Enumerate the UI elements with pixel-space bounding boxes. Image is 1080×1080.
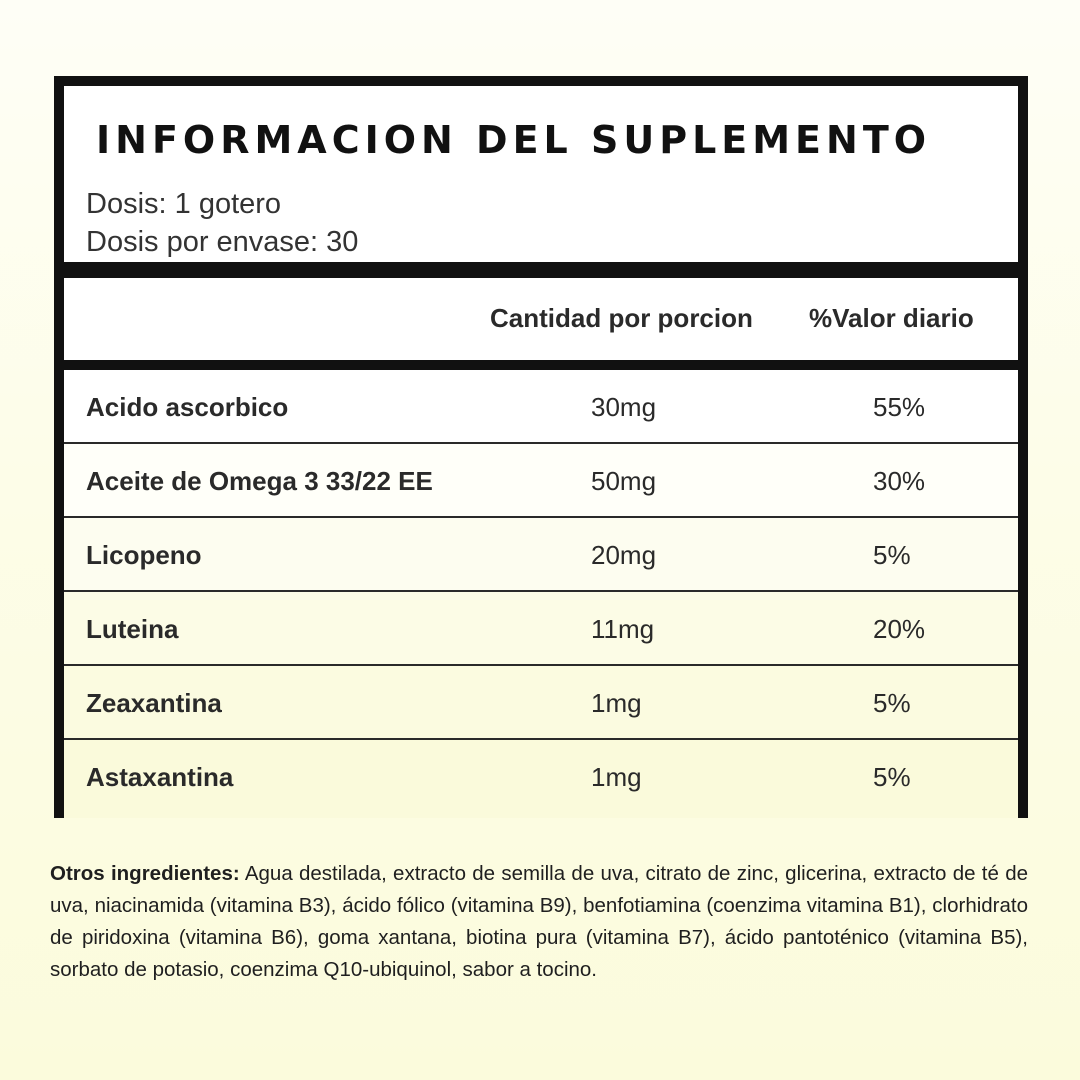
other-ingredients: [50, 858, 1028, 986]
table-column-header: [64, 278, 1018, 360]
medium-divider: [64, 360, 1018, 370]
nutrient-name: Licopeno: [86, 540, 202, 570]
nutrient-name: Acido ascorbico: [86, 392, 289, 422]
nutrient-daily-value: 5%: [873, 540, 911, 570]
supplement-facts-panel: [54, 76, 1028, 818]
nutrient-amount: 1mg: [591, 688, 642, 718]
serving-size: Dosis: 1 gotero: [86, 188, 282, 220]
other-ingredients-label: Otros ingredientes:: [50, 862, 240, 885]
nutrient-amount: 1mg: [591, 762, 642, 792]
table-row: [64, 518, 1018, 592]
nutrient-name: Luteina: [86, 614, 179, 644]
nutrient-daily-value: 55%: [873, 392, 926, 422]
servings-per-container: Dosis por envase: 30: [86, 226, 359, 258]
table-row: [64, 370, 1018, 444]
nutrient-amount: 50mg: [591, 466, 657, 496]
nutrient-daily-value: 30%: [873, 466, 926, 496]
nutrient-amount: 11mg: [591, 614, 655, 644]
column-header-daily-value: %Valor diario: [809, 303, 974, 333]
thick-divider: [64, 262, 1018, 278]
column-header-amount: Cantidad por porcion: [490, 303, 753, 333]
panel-title: INFORMACION DEL SUPLEMENTO: [96, 118, 932, 162]
nutrient-amount: 20mg: [591, 540, 657, 570]
nutrient-amount: 30mg: [591, 392, 657, 422]
nutrient-daily-value: 20%: [873, 614, 926, 644]
nutrient-name: Astaxantina: [86, 762, 234, 792]
nutrient-name: Aceite de Omega 3 33/22 EE: [86, 466, 433, 496]
table-row: [64, 444, 1018, 518]
nutrient-daily-value: 5%: [873, 762, 911, 792]
nutrient-name: Zeaxantina: [86, 688, 222, 718]
table-row: [64, 592, 1018, 666]
panel-header: [64, 86, 1018, 262]
other-ingredients-text: Agua destilada, extracto de semilla de uva, citrato de zinc, glicerina, extracto de té de uva, niacinamida (vitamina B3), ácido fólico (vitamina B9), benfotiamina (coenzima vitamina B1), clorhidrato de piridoxina (vitamina B6), goma xantana, biotina pura (vitamina B7), ácido pantoténico (vitamina B5), sorbato de potasio, coenzima Q10-ubiquinol, sabor a tocino.: [50, 862, 1028, 981]
table-row: [64, 740, 1018, 818]
nutrient-daily-value: 5%: [873, 688, 911, 718]
table-row: [64, 666, 1018, 740]
nutrient-table-body: [64, 370, 1018, 818]
